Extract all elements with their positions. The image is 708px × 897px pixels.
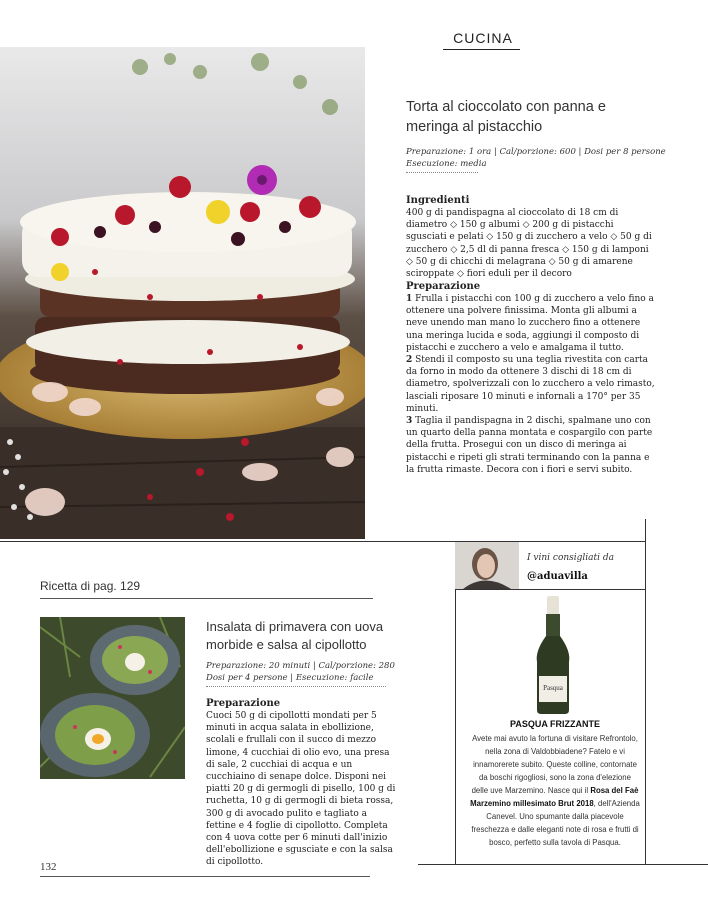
reference-underline (40, 598, 373, 599)
page-number: 132 (40, 861, 57, 873)
prep-step (406, 354, 656, 415)
step-number: 1 (406, 294, 413, 304)
cake-preparation (406, 280, 656, 476)
vertical-divider (645, 519, 646, 864)
cake-meta-line1: Preparazione: 1 ora | Cal/porzione: 600 | Dosi per 8 persone (406, 147, 666, 157)
salad-photo (40, 617, 185, 779)
salad-recipe-meta (206, 660, 406, 684)
salad-prep-text: Cuoci 50 g di cipollotti mondati per 5 minuti in acqua salata in ebollizione, scolali e frullali con il succo di mezzo limone, 4 cucchiai di olio evo, una presa di sale, 2 cucchiai di acqua e un cucchiaino di senape dolce. Disponi nei piatti 20 g di germogli di pisello, 100 g di ruchetta, 10 g di germogli di bieta rossa, 300 g di avocado pulito e tagliato a fettine e 4 foglie di cipollotto. Completa con 4 uova cotte per 6 minuti dall'inizio dell'ebollizione e sgusciate e con la salsa di cipollotto. (206, 711, 396, 868)
section-title-underline (443, 49, 520, 50)
wine-description (470, 732, 640, 849)
cake-meta-line2: Esecuzione: media (406, 159, 487, 169)
step-text: Taglia il pandispagna in 2 dischi, spalmane uno con un quarto della panna montata e cospargilo con parte della frutta. Prosegui con un disco di meringa ai pistacchi e ripeti gli strati terminando con la panna e la frutta rimaste. Decora con i fiori e servi subito. (406, 416, 653, 475)
meta-divider (206, 686, 386, 687)
wine-desc-bold: Rosa del Faè Marzemino millesimato Brut 2018 (470, 786, 639, 808)
wine-desc-part1: Avete mai avuto la fortuna di visitare Refrontolo, nella zona di Valdobbiadene? Fatelo e vi innamorerete subito. Queste colline, contornate da boschi rigogliosi, sono la zona d'elezione delle uve Marzemino. Nasce qui il (471, 734, 638, 795)
recipe-reference: Ricetta di pag. 129 (40, 579, 141, 593)
wine-recommended-by: I vini consigliati da (527, 553, 615, 563)
prep-step (406, 415, 656, 476)
wine-column-rule (455, 589, 456, 864)
section-title: CUCINA (453, 30, 513, 46)
footer-rule-left (40, 876, 370, 877)
step-text: Stendi il composto su una teglia rivestita con carta da forno in modo da ottenere 3 dischi di 18 cm di diametro, spolverizzali con lo zucchero a velo rimasto, lasciali riposare 10 minuti e infornali a 170° per 35 minuti. (406, 355, 655, 414)
footer-rule-right (418, 864, 708, 865)
cake-recipe-meta (406, 146, 676, 170)
preparation-heading: Preparazione (406, 281, 481, 292)
avatar (455, 542, 519, 589)
cake-ingredients (406, 194, 656, 280)
prep-step (406, 293, 656, 354)
wine-desc-part2: , dell'Azienda Canevel. Uno spumante dalla piacevole freschezza e dalle eleganti note di rosa e frutti di bosco, perfetto sulla tavola di Pasqua. (471, 799, 640, 847)
salad-preparation (206, 697, 396, 869)
cake-photo (0, 47, 365, 539)
bottle-label-text: Pasqua (543, 684, 563, 692)
wine-bottle-image (525, 596, 581, 714)
cake-recipe-title: Torta al cioccolato con panna e meringa al pistacchio (406, 99, 606, 135)
salad-meta-line1: Preparazione: 20 minuti | Cal/porzione: 280 (206, 661, 395, 671)
meta-divider (406, 172, 478, 173)
ingredients-heading: Ingredienti (406, 195, 470, 206)
preparation-heading: Preparazione (206, 698, 281, 709)
step-number: 2 (406, 355, 413, 366)
ingredients-text: 400 g di pandispagna al cioccolato di 18 cm di diametro ◇ 150 g albumi ◇ 200 g di pistacchi sgusciati e pelati ◇ 150 g di zucchero a velo ◇ 50 g di zucchero ◇ 2,5 dl di panna fresca ◇ 150 g di lamponi ◇ 50 g di chicchi di melagrana ◇ 50 g di amarene sciroppate ◇ fiori eduli per il decoro (406, 208, 652, 280)
wine-name: PASQUA FRIZZANTE (510, 719, 600, 729)
salad-recipe-title: Insalata di primavera con uova morbide e salsa al cipollotto (206, 619, 384, 652)
step-text: Frulla i pistacchi con 100 g di zucchero a velo fino a ottenere una polvere finissima. Monta gli albumi a neve unendo man mano lo zucchero fino a ottenere una meringa lucida e soda, aggiungi il composto di pistacchi e zucchero a velo e amalgama il tutto. (406, 294, 654, 353)
author-handle: @aduavilla (527, 571, 588, 582)
salad-meta-line2: Dosi per 4 persone | Esecuzione: facile (206, 673, 374, 683)
step-number: 3 (406, 416, 413, 427)
